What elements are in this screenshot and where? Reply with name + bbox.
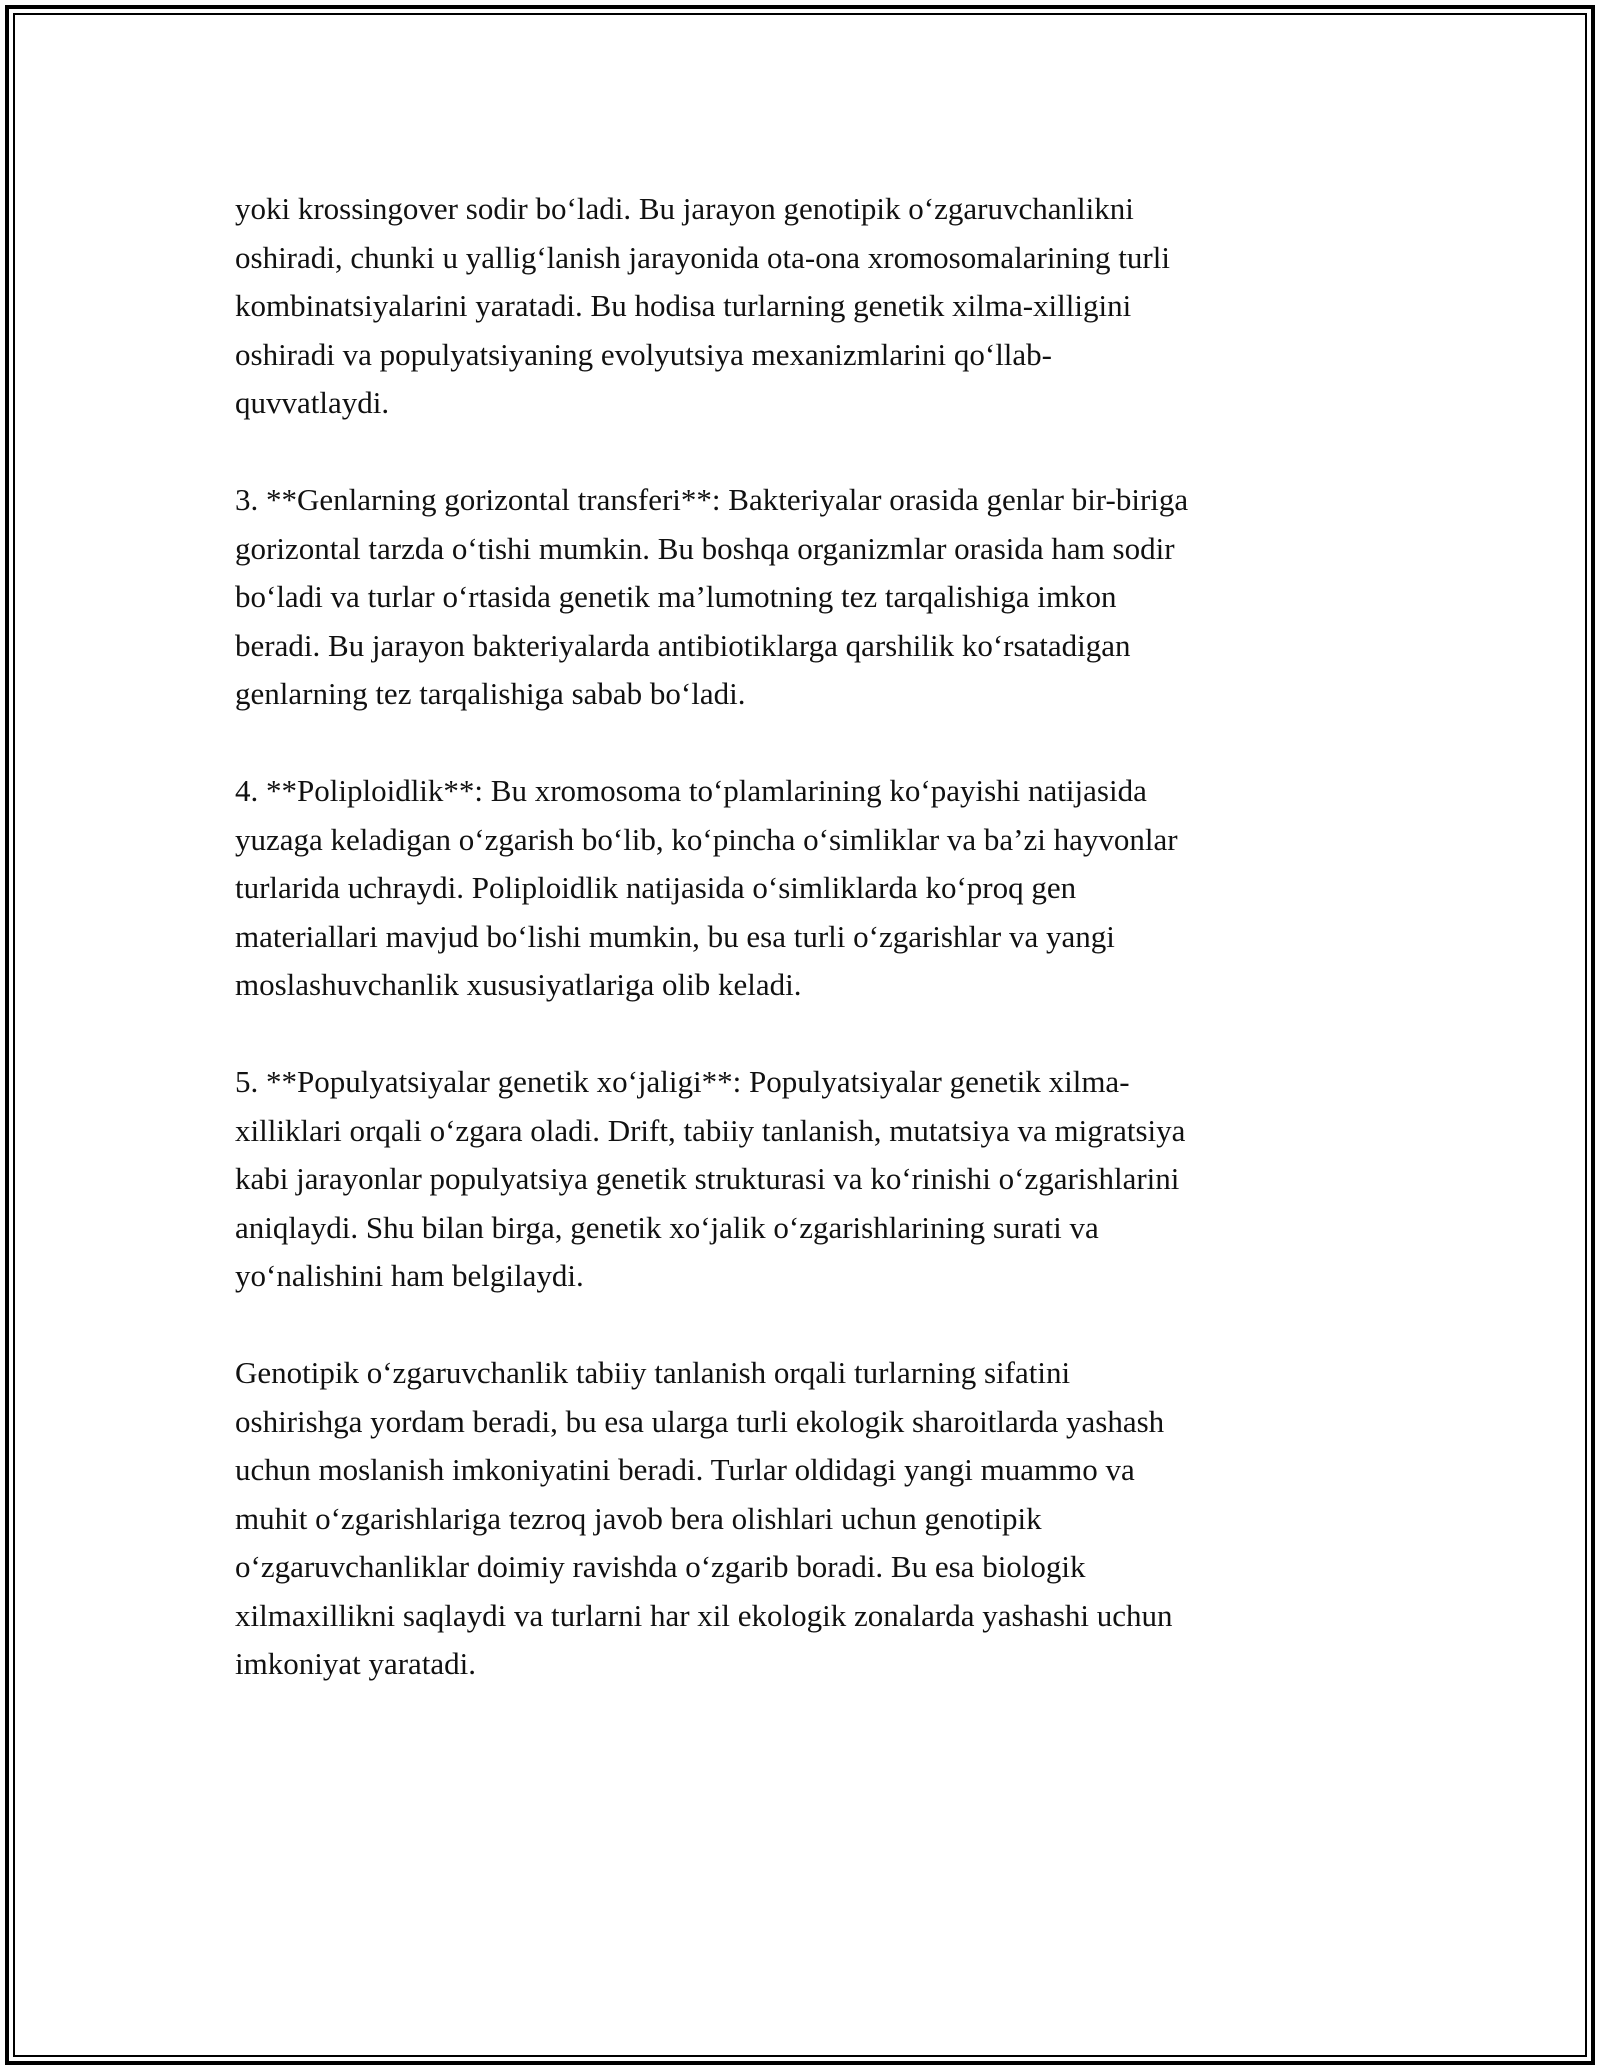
paragraph-population-genetics: 5. **Populyatsiyalar genetik xo‘jaligi**: Populyatsiyalar genetik xilma- xilliklari orqali o‘zgara oladi. Drift, tabiiy tanlanish, mutatsiya va migratsiya kabi jarayonlar populyatsiya genetik strukturasi va ko‘rinishi o‘zgarishlarini aniqlaydi. Shu bilan birga, genetik xo‘jalik o‘zgarishlarining surati va yo‘nalishini ham belgilaydi. (235, 1064, 1186, 1293)
paragraph-polyploidy: 4. **Poliploidlik**: Bu xromosoma to‘plamlarining ko‘payishi natijasida yuzaga keladigan o‘zgarish bo‘lib, ko‘pincha o‘simliklar va ba’zi hayvonlar turlarida uchraydi. Poliploidlik natijasida o‘simliklarda ko‘proq gen materiallari mavjud bo‘lishi mumkin, bu esa turli o‘zgarishlar va yangi moslashuvchanlik xususiyatlariga olib keladi. (235, 773, 1178, 1002)
paragraph-horizontal-gene-transfer: 3. **Genlarning gorizontal transferi**: Bakteriyalar orasida genlar bir-biriga gorizontal tarzda o‘tishi mumkin. Bu boshqa organizmlar orasida ham sodir bo‘ladi va turlar o‘rtasida genetik ma’lumotning tez tarqalishiga imkon beradi. Bu jarayon bakteriyalarda antibiotiklarga qarshilik ko‘rsatadigan genlarning tez tarqalishiga sabab bo‘ladi. (235, 482, 1189, 711)
paragraph-conclusion: Genotipik o‘zgaruvchanlik tabiiy tanlanish orqali turlarning sifatini oshirishga yordam beradi, bu esa ularga turli ekologik sharoitlarda yashash uchun moslanish imkoniyatini beradi. Turlar oldidagi yangi muammo va muhit o‘zgarishlariga tezroq javob bera olishlari uchun genotipik o‘zgaruvchanliklar doimiy ravishda o‘zgarib boradi. Bu esa biologik xilmaxillikni saqlaydi va turlarni har xil ekologik zonalarda yashashi uchun imkoniyat yaratadi. (235, 1355, 1173, 1681)
document-body (235, 185, 1385, 1689)
paragraph-crossing-over: yoki krossingover sodir bo‘ladi. Bu jarayon genotipik o‘zgaruvchanlikni oshiradi, chunki u yallig‘lanish jarayonida ota-ona xromosomalarining turli kombinatsiyalarini yaratadi. Bu hodisa turlarning genetik xilma-xilligini oshiradi va populyatsiyaning evolyutsiya mexanizmlarini qo‘llab- quvvatlaydi. (235, 191, 1170, 420)
